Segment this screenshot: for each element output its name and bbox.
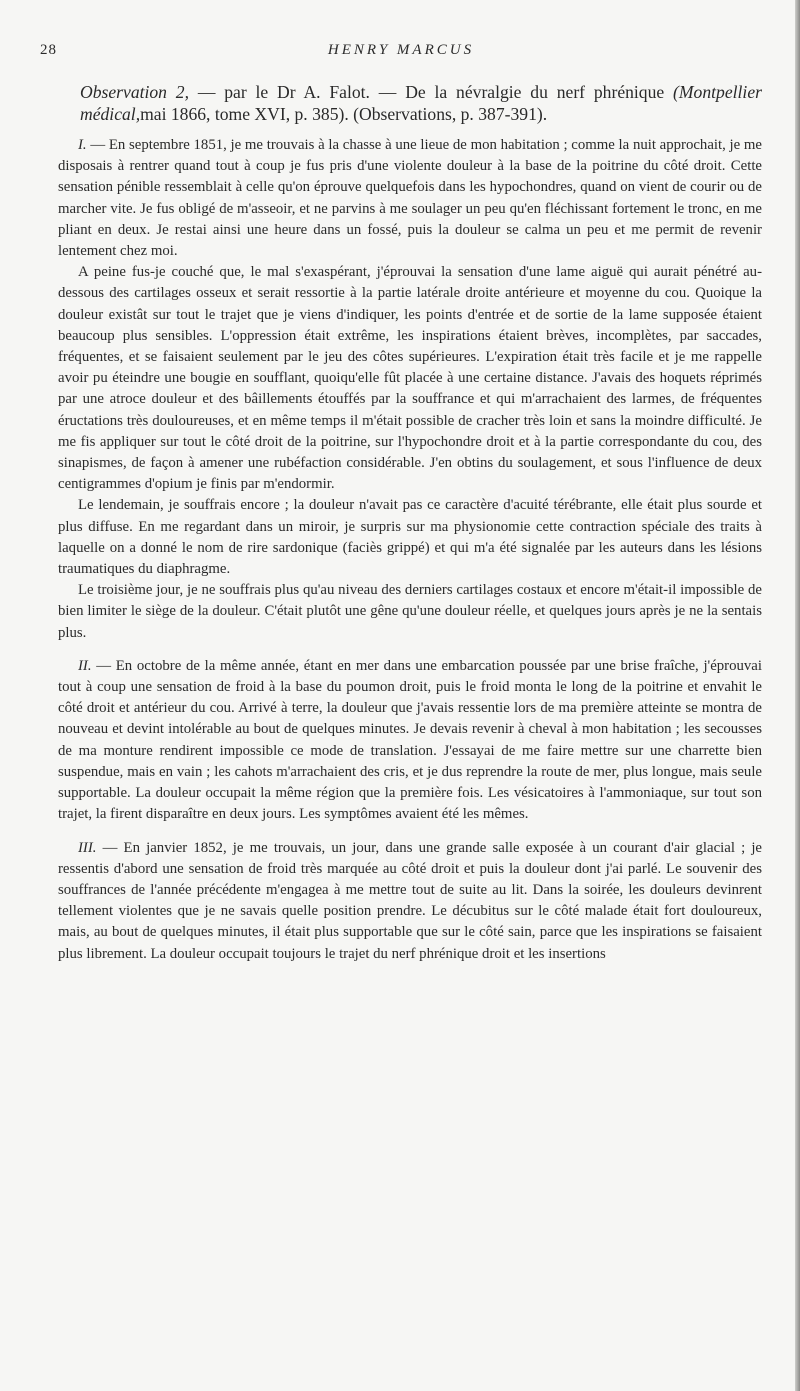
paragraph-text: Le troisième jour, je ne souffrais plus qu'au niveau des derniers cartilages costaux et encore m'était-il impossible de bien limiter le siège de la douleur. C'était plutôt une gêne qu'une douleur réelle, et quelques jours après je ne la sentais plus.	[58, 582, 762, 641]
section-number: III.	[78, 839, 97, 856]
citation-title: De la névralgie du nerf phrénique	[405, 82, 665, 102]
paragraph-3	[58, 495, 762, 580]
citation-details: mai 1866, tome XVI, p. 385). (Observations, p. 387-391).	[140, 104, 548, 124]
paragraph-text: A peine fus-je couché que, le mal s'exaspérant, j'éprouvai la sensation d'une lame aiguë qui aurait pénétré au-dessous des cartilages osseux et serait ressortie à la partie latérale droite antérieure et moyenne du cou. Quoique la douleur existât sur tout le trajet que je viens d'indiquer, les points d'entrée et de sortie de la lame supposée étaient beaucoup plus sensibles. L'oppression était extrême, les inspirations étaient brèves, incomplètes, par saccades, fréquentes, et se faisaient seulement par le jeu des côtes supérieures. L'expiration était très facile et je me rappelle avoir pu éteindre une bougie en soufflant, quoiqu'elle fût placée à une certaine distance. J'avais des hoquets réprimés par une atroce douleur et des bâillements étouffés par la souffrance et qui m'arrachaient des larmes, de fréquentes éructations très douloureuses, et en même temps il m'était possible de cracher très loin et sans la moindre difficulté. Je me fis appliquer sur tout le côté droit de la poitrine, sur l'hypochondre droit et à la partie correspondante du cou, des sinapismes, de façon à amener une rubéfaction considérable. J'en obtins du soulagement, et sous l'influence de deux centigrammes d'opium je finis par m'endormir.	[58, 264, 762, 493]
paragraph-6	[58, 838, 762, 965]
citation-journal: (Montpellier médical,	[80, 82, 762, 124]
page-header	[40, 36, 762, 66]
page-number: 28	[40, 42, 57, 58]
citation	[80, 81, 762, 125]
paragraph-text: — En septembre 1851, je me trouvais à la chasse à une lieue de mon habitation ; comme la nuit approchait, je me disposais à rentrer quand tout à coup je fus pris d'une violente douleur à la base de la poitrine du côté droit. Cette sensation pénible ressemblait à celle qu'on éprouve quelquefois dans les hypochondres, quand on vient de courir ou de marcher vite. Je fus obligé de m'asseoir, et ne parvins à me soulager un peu qu'en fléchissant fortement le tronc, en me pliant en deux. Je restai ainsi une heure dans un fossé, puis la douleur se calma un peu et me permit de revenir lentement chez moi.	[58, 137, 762, 260]
citation-authors: — par le Dr A. Falot. —	[197, 82, 397, 102]
section-gap	[58, 826, 762, 838]
section-number: I.	[78, 137, 87, 153]
page-body	[58, 81, 762, 965]
running-head: HENRY MARCUS	[327, 42, 475, 58]
section-gap	[58, 644, 762, 656]
paragraph-2	[58, 262, 762, 495]
paragraph-text: — En octobre de la même année, étant en mer dans une embarcation poussée par une brise fraîche, j'éprouvai tout à coup une sensation de froid à la base du poumon droit, puis le froid monta le long de la poitrine et envahit le côté droit et antérieur du cou. Arrivé à terre, la douleur que j'avais ressentie lors de ma première atteinte se montra de nouveau et devint intolérable au bout de quelques minutes. Je devais revenir à cheval à mon habitation ; les secousses de ma monture rendirent impossible ce mode de translation. J'essayai de me faire mettre sur une charrette bien suspendue, mais en vain ; les cahots m'arrachaient des cris, et je dus reprendre la route de mer, plus longue, mais seule supportable. La douleur occupait la même région que la première fois. Les vésicatoires à l'ammoniaque, sur tout son trajet, la firent disparaître en deux jours. Les symptômes avaient été les mêmes.	[58, 657, 762, 823]
paragraph-5	[58, 656, 762, 826]
paragraph-1	[58, 135, 762, 262]
section-number: II.	[78, 657, 92, 674]
page-edge-shadow	[795, 0, 800, 1391]
citation-label: Observation 2,	[80, 82, 189, 102]
paragraph-text: — En janvier 1852, je me trouvais, un jour, dans une grande salle exposée à un courant d'air glacial ; je ressentis d'abord une sensation de froid très marquée au côté droit et puis la douleur dont j'ai parlé. Le souvenir des souffrances de l'année précédente m'engagea à me mettre tout de suite au lit. Dans la soirée, les douleurs devinrent tellement violentes que je ne savais quelle position prendre. Le décubitus sur le côté malade était fort douloureux, mais, au bout de quelques minutes, il était plus supportable que sur le côté sain, parce que les inspirations se faisaient plus librement. La douleur occupait toujours le trajet du nerf phrénique droit et les insertions	[58, 839, 762, 962]
paragraph-4	[58, 580, 762, 644]
paragraph-text: Le lendemain, je souffrais encore ; la douleur n'avait pas ce caractère d'acuité térébrante, elle était plus sourde et plus diffuse. En me regardant dans un miroir, je surpris sur ma physionomie cette contraction spéciale des traits à laquelle on a donné le nom de rire sardonique (faciès grippé) et qui m'a été signalée par les auteurs dans les lésions traumatiques du diaphragme.	[58, 497, 762, 578]
